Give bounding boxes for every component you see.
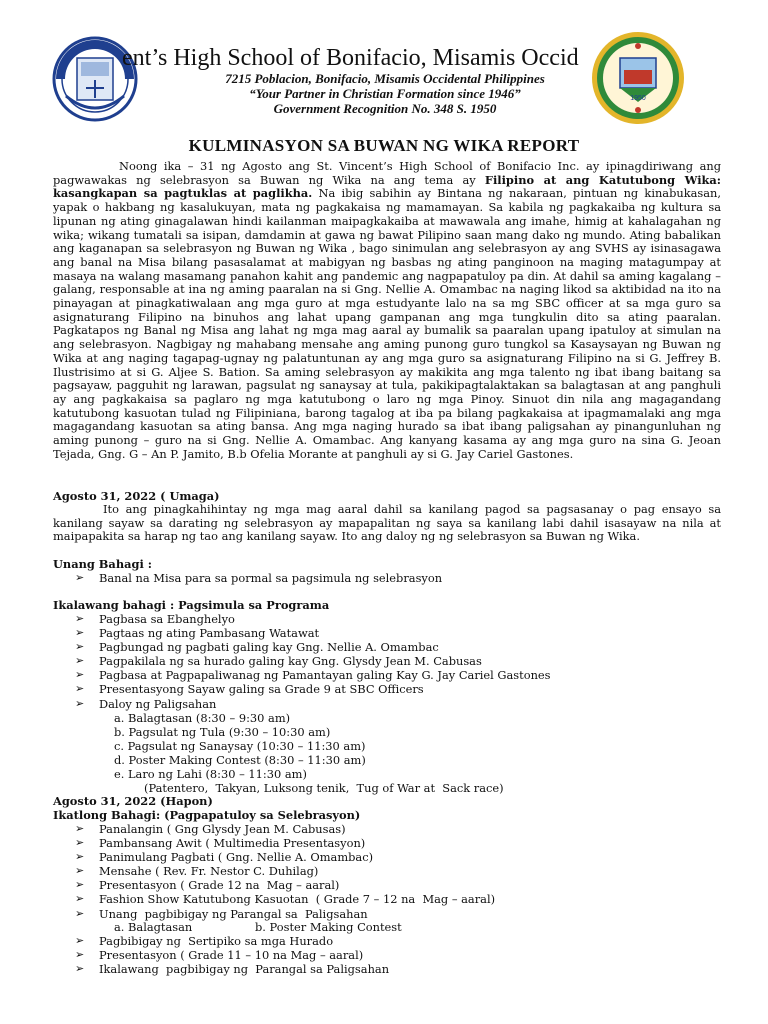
award-balagtasan: a. Balagtasan bbox=[114, 920, 193, 934]
school-seal-right bbox=[590, 30, 686, 126]
list-item: ➢ Fashion Show Katutubong Kasuotan ( Grade 7 – 12 na Mag – aaral) bbox=[75, 892, 496, 907]
part3-list bbox=[53, 822, 495, 921]
morning-paragraph: Ito ang pinagkahihintay ng mga mag aaral dahil sa kanilang pagod sa pagsasanay o pag ensayo sa kanilang sayaw sa darating ng selebrasyon ay mapapalitan ng saya sa kanilang labi dahil isasayaw na nila at maipapakita sa harap ng tao ang kanilang sayaw. Ito ang daloy ng ng selebrasyon sa Buwan ng Wika. bbox=[53, 502, 721, 544]
arrow-bullet-icon: ➢ bbox=[75, 962, 85, 976]
contest-item: d. Poster Making Contest (8:30 – 11:30 am) bbox=[114, 753, 366, 768]
arrow-bullet-icon: ➢ bbox=[75, 878, 85, 892]
arrow-bullet-icon: ➢ bbox=[75, 668, 85, 682]
arrow-bullet-icon: ➢ bbox=[75, 836, 85, 850]
arrow-bullet-icon: ➢ bbox=[75, 864, 85, 878]
award-poster: b. Poster Making Contest bbox=[255, 920, 402, 934]
list-item: ➢ Pagbungad ng pagbati galing kay Gng. Nellie A. Omambac bbox=[75, 640, 439, 655]
part2-list bbox=[53, 612, 551, 711]
list-item: ➢ Panimulang Pagbati ( Gng. Nellie A. Omambac) bbox=[75, 850, 374, 865]
letterhead bbox=[0, 0, 768, 120]
list-item: ➢ Presentasyon ( Grade 12 na Mag – aaral) bbox=[75, 878, 340, 893]
arrow-bullet-icon: ➢ bbox=[75, 612, 85, 625]
arrow-bullet-icon: ➢ bbox=[75, 850, 85, 864]
list-item: ➢ Banal na Misa para sa pormal sa pagsimula ng selebrasyon bbox=[75, 571, 443, 585]
list-item: ➢ Pagbasa sa Ebanghelyo bbox=[75, 612, 235, 626]
contest-item: a. Balagtasan (8:30 – 9:30 am) bbox=[114, 711, 291, 725]
arrow-bullet-icon: ➢ bbox=[75, 822, 85, 835]
contest-item: b. Pagsulat ng Tula (9:30 – 10:30 am) bbox=[114, 725, 331, 740]
intro-theme: Filipino at ang Katutubong Wika: kasangkapan sa pagtuklas at paglikha. bbox=[53, 172, 722, 201]
arrow-bullet-icon: ➢ bbox=[75, 892, 85, 906]
arrow-bullet-icon: ➢ bbox=[75, 571, 85, 584]
list-item: ➢ Pagpakilala ng sa hurado galing kay Gng. Glysdy Jean M. Cabusas bbox=[75, 654, 482, 669]
afternoon-heading: Agosto 31, 2022 (Hapon) bbox=[53, 794, 213, 808]
school-address: 7215 Poblacion, Bonifacio, Misamis Occidental Philippines bbox=[225, 71, 545, 86]
part1-heading: Unang Bahagi : bbox=[53, 557, 152, 571]
part3-heading: Ikatlong Bahagi: (Pagpapatuloy sa Selebrasyon) bbox=[53, 808, 361, 822]
contest-schedule bbox=[114, 711, 504, 796]
seal-year: 1950 bbox=[630, 95, 646, 102]
list-item: ➢ Ikalawang pagbibigay ng Parangal sa Paligsahan bbox=[75, 962, 390, 977]
list-item: ➢ Pambansang Awit ( Multimedia Presentasyon) bbox=[75, 836, 366, 851]
list-item: ➢ Daloy ng Paligsahan bbox=[75, 696, 217, 711]
morning-heading: Agosto 31, 2022 ( Umaga) bbox=[53, 489, 220, 503]
arrow-bullet-icon: ➢ bbox=[75, 640, 85, 654]
intro-lead: Noong ika – 31 ng Agosto ang St. Vincent’s High School of Bonifacio Inc. ay ipinagdiriwang ang pagwawakas ng selebrasyon sa Buwan ng Wika na ang tema ay bbox=[53, 159, 721, 187]
arrow-bullet-icon: ➢ bbox=[75, 626, 85, 640]
part2-heading: Ikalawang bahagi : Pagsimula sa Programa bbox=[53, 598, 330, 612]
arrow-bullet-icon: ➢ bbox=[75, 906, 85, 920]
list-item: ➢ Unang pagbibigay ng Parangal sa Paligsahan bbox=[75, 906, 368, 921]
part3-list-continued bbox=[53, 934, 389, 976]
list-item: ➢ Presentasyong Sayaw galing sa Grade 9 at SBC Officers bbox=[75, 682, 424, 697]
list-item: ➢ Mensahe ( Rev. Fr. Nestor C. Duhilag) bbox=[75, 864, 319, 879]
contest-item: e. Laro ng Lahi (8:30 – 11:30 am) bbox=[114, 767, 307, 782]
school-name: ent’s High School of Bonifacio, Misamis Occid bbox=[122, 45, 579, 71]
list-item: ➢ Pagbibigay ng Sertipiko sa mga Hurado bbox=[75, 934, 334, 948]
school-tagline: “Your Partner in Christian Formation since 1946” bbox=[249, 86, 521, 101]
contest-item: c. Pagsulat ng Sanaysay (10:30 – 11:30 am) bbox=[114, 739, 366, 754]
arrow-bullet-icon: ➢ bbox=[75, 934, 85, 947]
list-item: ➢ Pagtaas ng ating Pambasang Watawat bbox=[75, 626, 320, 641]
arrow-bullet-icon: ➢ bbox=[75, 682, 85, 696]
arrow-bullet-icon: ➢ bbox=[75, 654, 85, 668]
list-item: ➢ Presentasyon ( Grade 11 – 10 na Mag – aaral) bbox=[75, 948, 364, 963]
list-item: ➢ Panalangin ( Gng Glysdy Jean M. Cabusas) bbox=[75, 822, 346, 836]
report-title: KULMINASYON SA BUWAN NG WIKA REPORT bbox=[188, 136, 580, 155]
part1-list bbox=[53, 571, 442, 585]
games-list: (Patentero, Takyan, Luksong tenik, Tug of War at Sack race) bbox=[144, 781, 504, 796]
government-recognition: Government Recognition No. 348 S. 1950 bbox=[273, 101, 497, 116]
arrow-bullet-icon: ➢ bbox=[75, 696, 85, 710]
list-item: ➢ Pagbasa at Pagpapaliwanag ng Pamantayan galing Kay G. Jay Cariel Gastones bbox=[75, 668, 551, 683]
intro-rest: Na ibig sabihin ay Bintana ng nakaraan, pintuan ng kinabukasan, yapak o hakbang ng kasalukuyan, mata ng pagkakaisa ng mamamayan. Sa kabila ng pagkakaiba ng kultura sa lipunan ng ating ginagalawan hindi kailanman maipagkakaiba at mawawala ang imahe, himig at kahalagahan ng wika; wikang tumatali sa isipan, damdamin at gawa ng bawat Pilipino saan mang dako ng mundo. Ating babalikan ang kaganapan sa selebrasyon ng Buwan ng Wika , bago sinimulan ang selebrasyon ay ang SVHS ay isinasagawa ang banal na Misa bilang pasasalamat at mabigyan ng basbas ng ating panginoon na maging matagumpay at masaya na walang masamang panahon kahit ang pandemic ang nagpapatuloy pa din. At dahil sa aming kagalang – galang, responsable at ina ng aming paaralan na si Gng. Nellie A. Omambac na naging likod sa aktibidad na ito na pinayagan at pinagkatiwalaan ang mga guro at mga estudyante lalo na sa mg SBC officer at sa mga guro sa asignaturang Filipino na binuhos ang lahat upang gampanan ang mga tungkulin dito sa ating paaralan. Pagkatapos ng Banal ng Misa ang lahat ng mga mag aaral ay bumalik sa paaralan upang ipatuloy at simulan na ang selebrasyon. Nagbigay ng mahabang mensahe ang aming punong guro tungkol sa Kasaysayan ng Buwan ng Wika at ang naging tagapag-ugnay ng palatuntunan ay ang mga guro sa asignaturang Filipino na si G. Jeffrey B. Ilustrisimo at si G. Aljee S. Bation. Sa aming selebrasyon ay makikita ang mga talento ng ibat ibang baitang sa pagsayaw, pagguhit ng larawan, pagsulat ng sanaysay at tula, pakikipagtalaktakan sa balagtasan at ang panghuli ay ang pagkakaisa sa paglaro ng mga katutubong o laro ng mga Pinoy. Sinuot din nila ang magagandang katutubong kasuotan tulad ng Filipiniana, barong tagalog at iba pa bilang pagkakaisa at ipagmamalaki ang mga magagandang kasuotan sa ating bansa. Ang mga naging hurado sa ibat ibang paligsahan ay pinangunluhan ng aming punong – guro na si Gng. Nellie A. Omambac. Ang kanyang kasama ay ang mga guro na sina G. Jeoan Tejada, Gng. G – An P. Jamito, B.b Ofelia Morante at panghuli ay si G. Jay Cariel Gastones. bbox=[53, 186, 722, 461]
arrow-bullet-icon: ➢ bbox=[75, 948, 85, 962]
intro-paragraph bbox=[53, 160, 721, 461]
